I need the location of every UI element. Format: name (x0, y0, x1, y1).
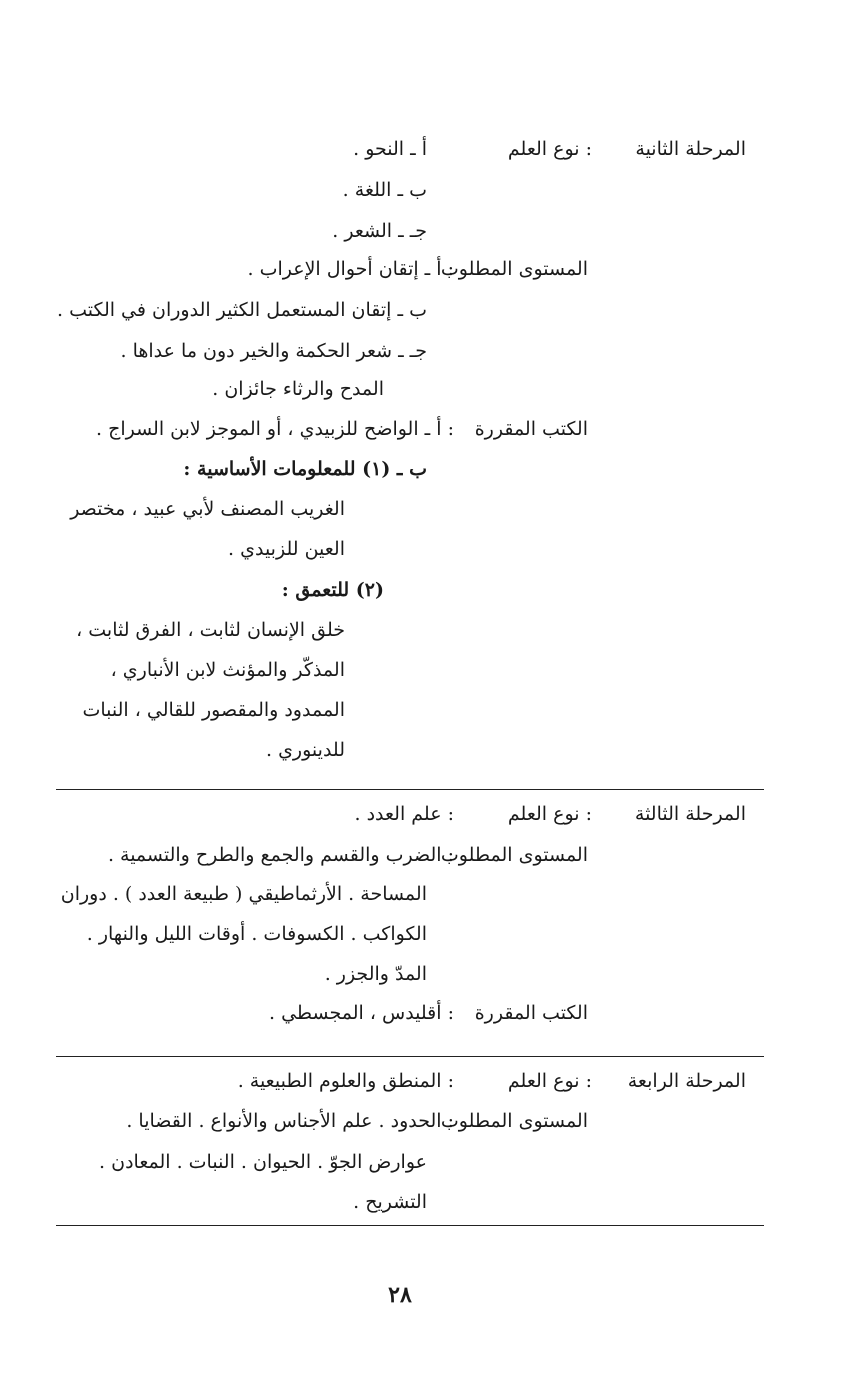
stage-2-level-label: المستوى المطلوب (440, 258, 588, 280)
section-divider-1 (56, 789, 764, 790)
stage-2-field-item-c: جـ ـ الشعر . (332, 220, 427, 242)
stage-3-level-label: المستوى المطلوب (440, 844, 588, 866)
stage-2-books-b2-heading: (٢) للتعمق : (281, 579, 384, 601)
stage-2-books-label: الكتب المقررة (474, 418, 588, 440)
stage-2-level-item-c: جـ ـ شعر الحكمة والخير دون ما عداها . (120, 340, 427, 362)
stage-2-books-a: : أ ـ الواضح للزبيدي ، أو الموجز لابن السراج . (96, 418, 454, 440)
stage-3-books-value: : أقليدس ، المجسطي . (269, 1002, 454, 1024)
section-divider-2 (56, 1056, 764, 1057)
stage-3-books-label: الكتب المقررة (474, 1002, 588, 1024)
stage-2-books-b2-line-1: خلق الإنسان لثابت ، الفرق لثابت ، (76, 619, 345, 641)
stage-3-level-line-4: المدّ والجزر . (324, 963, 427, 985)
stage-3-field-label: : نوع العلم (507, 803, 592, 825)
section-divider-3 (56, 1225, 764, 1226)
stage-2-books-b1-line-1: الغريب المصنف لأبي عبيد ، مختصر (70, 498, 345, 520)
stage-2-level-item-a: : أ ـ إتقان أحوال الإعراب . (247, 258, 454, 280)
stage-4-field-label: : نوع العلم (507, 1070, 592, 1092)
stage-4-level-label: المستوى المطلوب (440, 1110, 588, 1132)
stage-2-books-b2-line-3: الممدود والمقصور للقالي ، النبات (82, 699, 345, 721)
stage-3-level-line-2: المساحة . الأرثماطيقي ( طبيعة العدد ) . دوران (60, 883, 427, 905)
stage-2-books-b-heading: ب ـ (١) للمعلومات الأساسية : (183, 458, 427, 480)
stage-3-label: المرحلة الثالثة (634, 803, 746, 825)
stage-2-field-label: : نوع العلم (507, 138, 592, 160)
stage-4-field-value: : المنطق والعلوم الطبيعية . (237, 1070, 454, 1092)
stage-2-level-item-b: ب ـ إتقان المستعمل الكثير الدوران في الكتب . (56, 299, 427, 321)
stage-2-field-item-a: أ ـ النحو . (353, 138, 427, 160)
stage-2-label: المرحلة الثانية (635, 138, 746, 160)
stage-2-books-b2-line-4: للدينوري . (265, 739, 345, 761)
stage-4-level-line-2: عوارض الجوّ . الحيوان . النبات . المعادن . (99, 1151, 427, 1173)
stage-4-level-line-3: التشريح . (353, 1191, 427, 1213)
stage-4-level-line-1: : الحدود . علم الأجناس والأنواع . القضايا . (126, 1110, 454, 1132)
stage-2-books-b2-line-2: المذكّر والمؤنث لابن الأنباري ، (110, 659, 345, 681)
stage-4-label: المرحلة الرابعة (627, 1070, 746, 1092)
stage-3-level-line-1: : الضرب والقسم والجمع والطرح والتسمية . (107, 844, 454, 866)
stage-2-field-item-b: ب ـ اللغة . (342, 179, 427, 201)
stage-2-books-b1-line-2: العين للزبيدي . (228, 538, 345, 560)
stage-3-level-line-3: الكواكب . الكسوفات . أوقات الليل والنهار . (86, 923, 427, 945)
stage-2-level-item-c-cont: المدح والرثاء جائزان . (212, 378, 384, 400)
stage-3-field-value: : علم العدد . (354, 803, 454, 825)
page-number: ٢٨ (388, 1282, 412, 1308)
